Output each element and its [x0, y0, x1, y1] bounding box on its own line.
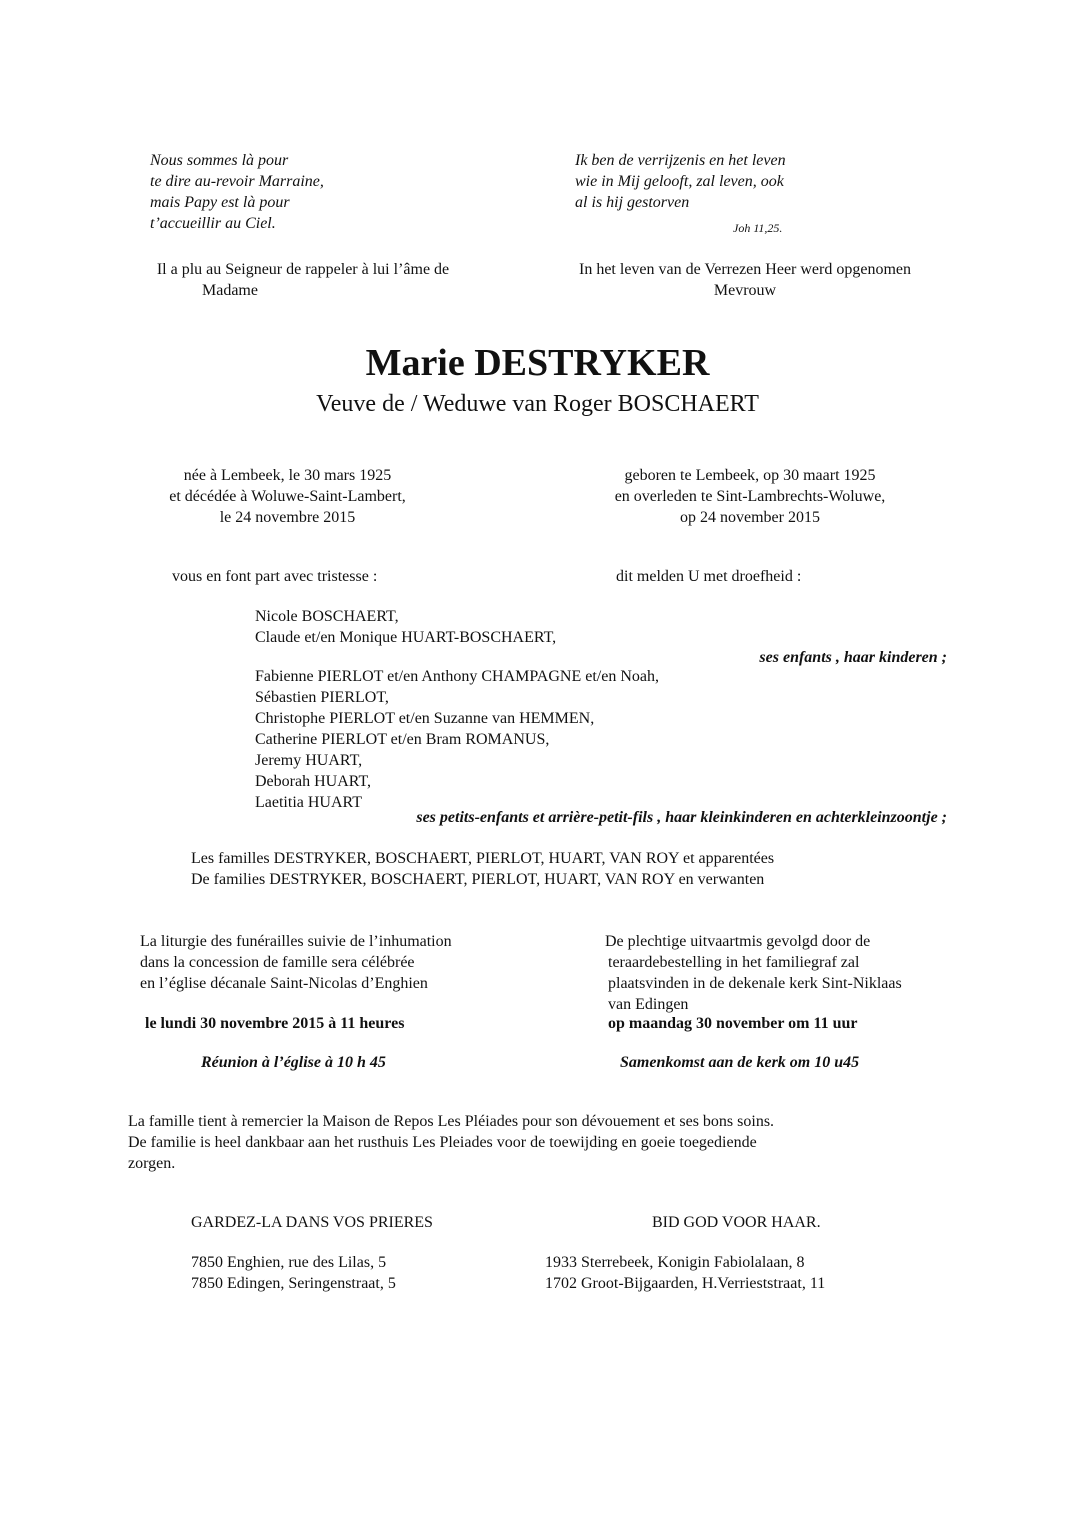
grandchildren-label: ses petits-enfants et arrière-petit-fils , haar kleinkinderen en achterkleinzoontje ; [416, 809, 947, 826]
verse-nl-line: Ik ben de verrijzenis en het leven [575, 152, 786, 169]
liturgy-fr-line: en l’église décanale Saint-Nicolas d’Enghien [140, 975, 428, 992]
families-nl: De families DESTRYKER, BOSCHAERT, PIERLOT, HUART, VAN ROY en verwanten [191, 871, 765, 888]
poem-fr-line: mais Papy est là pour [150, 194, 290, 211]
verse-nl [575, 150, 786, 213]
prayer-nl: BID GOD VOOR HAAR. [652, 1214, 821, 1231]
birth-death-nl [590, 465, 910, 528]
liturgy-nl-line: teraardebestelling in het familiegraf zal [608, 954, 860, 971]
verse-nl-line: al is hij gestorven [575, 194, 690, 211]
address-line: 7850 Edingen, Seringenstraat, 5 [191, 1275, 396, 1292]
liturgy-fr-line: La liturgie des funérailles suivie de l’inhumation [140, 933, 452, 950]
announce-nl: dit melden U met droefheid : [616, 568, 802, 585]
list-item: Catherine PIERLOT et/en Bram ROMANUS, [255, 731, 550, 748]
children-list [255, 606, 556, 648]
children-label: ses enfants , haar kinderen ; [759, 649, 947, 666]
death-fr-line: et décédée à Woluwe-Saint-Lambert, [169, 488, 406, 505]
liturgy-nl-line: De plechtige uitvaartmis gevolgd door de [605, 933, 871, 950]
poem-fr-line: Nous sommes là pour [150, 152, 289, 169]
meeting-nl: Samenkomst aan de kerk om 10 u45 [620, 1054, 860, 1071]
birth-death-fr [145, 465, 430, 528]
death-date-fr: le 24 novembre 2015 [219, 509, 356, 526]
address-line: 1702 Groot-Bijgaarden, H.Verrieststraat, 11 [545, 1275, 826, 1292]
poem-fr-line: te dire au-revoir Marraine, [150, 173, 324, 190]
poem-fr [150, 150, 324, 234]
deceased-name: Marie DESTRYKER [365, 342, 710, 384]
liturgy-fr-line: dans la concession de famille sera célébrée [140, 954, 415, 971]
liturgy-nl-line: plaatsvinden in de dekenale kerk Sint-Niklaas [608, 975, 902, 992]
liturgy-nl [605, 931, 902, 1015]
address-line: 1933 Sterrebeek, Konigin Fabiolalaan, 8 [545, 1254, 805, 1271]
intro-nl [545, 259, 945, 301]
liturgy-fr [140, 931, 452, 994]
thanks-fr: La famille tient à remercier la Maison de Repos Les Pléiades pour son dévouement et ses bons soins. [128, 1113, 775, 1130]
birth-fr-line: née à Lembeek, le 30 mars 1925 [183, 467, 392, 484]
liturgy-nl-line: van Edingen [608, 996, 689, 1013]
intro-fr [128, 259, 478, 301]
death-date-nl: op 24 november 2015 [680, 509, 820, 526]
families-fr: Les familles DESTRYKER, BOSCHAERT, PIERLOT, HUART, VAN ROY et apparentées [191, 850, 775, 867]
list-item: Christophe PIERLOT et/en Suzanne van HEMMEN, [255, 710, 595, 727]
list-item: Sébastien PIERLOT, [255, 689, 389, 706]
birth-nl-line: geboren te Lembeek, op 30 maart 1925 [624, 467, 876, 484]
funeral-date-fr: le lundi 30 novembre 2015 à 11 heures [145, 1015, 405, 1032]
poem-fr-line: t’accueillir au Ciel. [150, 215, 276, 232]
families [191, 848, 774, 890]
address-line: 7850 Enghien, rue des Lilas, 5 [191, 1254, 387, 1271]
intro-nl-line: In het leven van de Verrezen Heer werd opgenomen [579, 261, 911, 278]
addresses-right [545, 1252, 825, 1294]
announce-fr: vous en font part avec tristesse : [172, 568, 378, 585]
thanks-nl: De familie is heel dankbaar aan het rusthuis Les Pleiades voor de toewijding en goeie toegediende [128, 1134, 757, 1151]
list-item: Jeremy HUART, [255, 752, 363, 769]
list-item: Fabienne PIERLOT et/en Anthony CHAMPAGNE et/en Noah, [255, 668, 659, 685]
intro-fr-line: Il a plu au Seigneur de rappeler à lui l’âme de [156, 261, 450, 278]
list-item: Deborah HUART, [255, 773, 372, 790]
list-item: Nicole BOSCHAERT, [255, 608, 399, 625]
addresses-left [191, 1252, 396, 1294]
thanks-nl-cont: zorgen. [128, 1155, 176, 1172]
funeral-date-nl: op maandag 30 november om 11 uur [608, 1015, 858, 1032]
death-nl-line: en overleden te Sint-Lambrechts-Woluwe, [614, 488, 886, 505]
list-item: Claude et/en Monique HUART-BOSCHAERT, [255, 629, 557, 646]
widow-of: Veuve de / Weduwe van Roger BOSCHAERT [316, 391, 759, 417]
meeting-fr: Réunion à l’église à 10 h 45 [201, 1054, 386, 1071]
list-item: Laetitia HUART [255, 794, 363, 811]
intro-nl-title: Mevrouw [713, 282, 777, 299]
verse-reference: Joh 11,25. [733, 221, 783, 235]
verse-nl-line: wie in Mij gelooft, zal leven, ook [575, 173, 784, 190]
thanks [128, 1111, 774, 1174]
intro-fr-title: Madame [202, 282, 258, 299]
prayer-fr: GARDEZ-LA DANS VOS PRIERES [191, 1214, 433, 1231]
grandchildren-list [255, 666, 659, 813]
